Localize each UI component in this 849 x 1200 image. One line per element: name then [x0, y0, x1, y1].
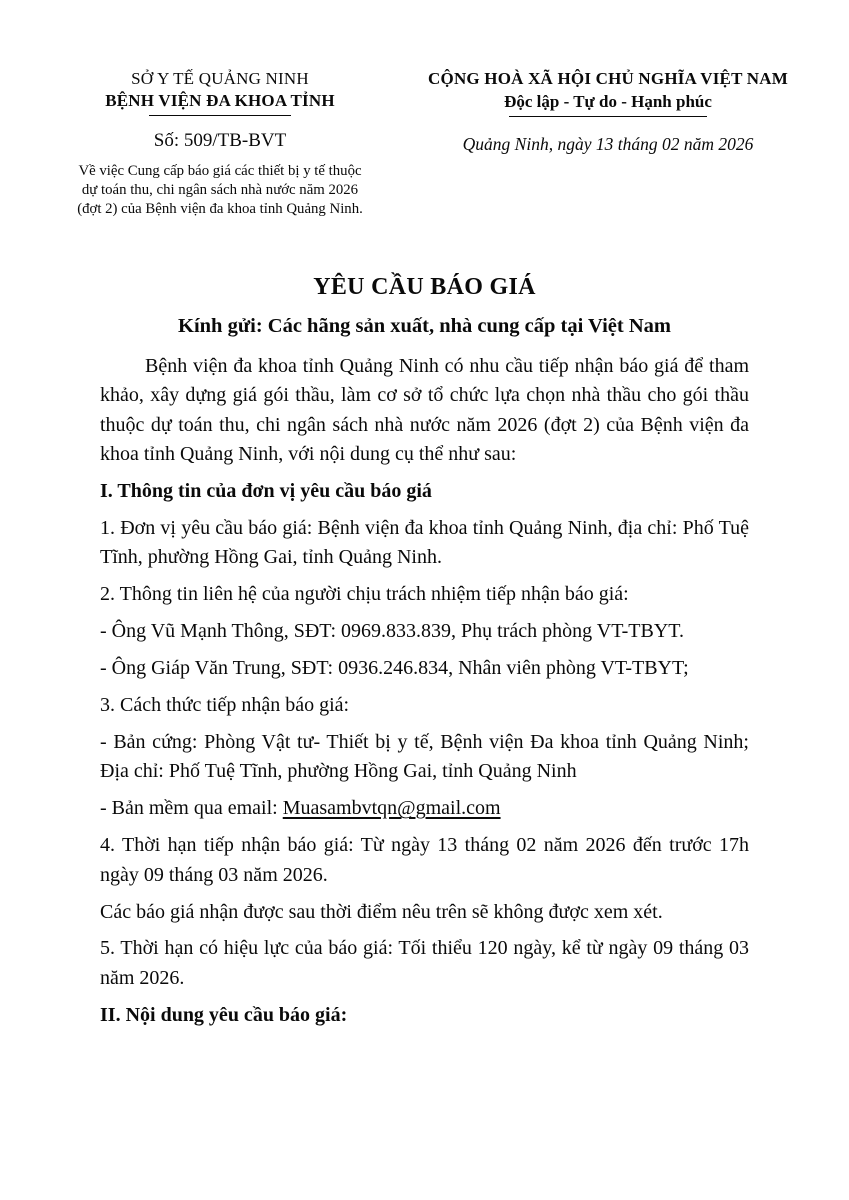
- section1-heading: I. Thông tin của đơn vị yêu cầu báo giá: [100, 480, 432, 503]
- contact-person-trung: - Ông Giáp Văn Trung, SĐT: 0936.246.834, Nhân viên phòng VT-TBYT;: [100, 657, 689, 680]
- header-right-underline: [509, 116, 707, 117]
- contact-person-thong: - Ông Vũ Mạnh Thông, SĐT: 0969.833.839, Phụ trách phòng VT-TBYT.: [100, 620, 684, 643]
- item-5-validity: 5. Thời hạn có hiệu lực của báo giá: Tối thiểu 120 ngày, kể từ ngày 09 tháng 03 năm 2026.: [100, 937, 749, 989]
- document-body: [100, 352, 749, 1038]
- section2-heading: II. Nội dung yêu cầu báo giá:: [100, 1003, 348, 1026]
- email-link[interactable]: Muasambvtqn@gmail.com: [282, 797, 501, 820]
- hardcopy-address-line: - Bản cứng: Phòng Vật tư- Thiết bị y tế, Bệnh viện Đa khoa tỉnh Quảng Ninh; Địa chỉ: Phố Tuệ Tĩnh, phường Hồng Gai, tỉnh Quảng Ninh: [100, 730, 749, 783]
- header-left-block: [50, 68, 390, 219]
- item-4-deadline: 4. Thời hạn tiếp nhận báo giá: Từ ngày 13 tháng 02 năm 2026 đến trước 17h ngày 09 tháng 03 năm 2026.: [100, 834, 749, 886]
- subject-line-1: Về việc Cung cấp báo giá các thiết bị y tế thuộc: [78, 163, 362, 179]
- subject-line-2: dự toán thu, chi ngân sách nhà nước năm 2026: [81, 182, 359, 198]
- hospital-name: BỆNH VIỆN ĐA KHOA TỈNH: [105, 91, 335, 110]
- national-title: CỘNG HOÀ XÃ HỘI CHỦ NGHĨA VIỆT NAM: [428, 69, 788, 88]
- document-subject: [50, 162, 390, 219]
- national-motto: Độc lập - Tự do - Hạnh phúc: [504, 92, 712, 111]
- subject-line-3: (đợt 2) của Bệnh viện đa khoa tỉnh Quảng Ninh.: [77, 201, 363, 217]
- intro-paragraph: Bệnh viện đa khoa tỉnh Quảng Ninh có nhu cầu tiếp nhận báo giá để tham khảo, xây dựng giá gói thầu, làm cơ sở tổ chức lựa chọn nhà thầu cho gói thầu thuộc dự toán thu, chi ngân sách nhà nước năm 2026 (đợt 2) của Bệnh viện đa khoa tỉnh Quảng Ninh, với nội dung cụ thể như sau:: [100, 355, 749, 466]
- item-3-receiving-method: 3. Cách thức tiếp nhận báo giá:: [100, 694, 350, 717]
- softcopy-label: - Bản mềm qua email:: [100, 797, 283, 820]
- item-1-requesting-unit: 1. Đơn vị yêu cầu báo giá: Bệnh viện đa khoa tỉnh Quảng Ninh, địa chỉ: Phố Tuệ Tĩnh, phường Hồng Gai, tỉnh Quảng Ninh.: [100, 517, 749, 569]
- header-right-block: [418, 68, 798, 155]
- place-and-date: Quảng Ninh, ngày 13 tháng 02 năm 2026: [462, 134, 754, 154]
- late-quotes-note: Các báo giá nhận được sau thời điểm nêu trên sẽ không được xem xét.: [100, 900, 663, 923]
- softcopy-email-line: [100, 794, 749, 823]
- item-2-contact-info: 2. Thông tin liên hệ của người chịu trách nhiệm tiếp nhận báo giá:: [100, 583, 629, 606]
- salutation-line: Kính gửi: Các hãng sản xuất, nhà cung cấp tại Việt Nam: [178, 315, 671, 337]
- document-number: Số: 509/TB-BVT: [153, 130, 287, 151]
- parent-org-name: SỞ Y TẾ QUẢNG NINH: [131, 69, 309, 88]
- header-left-underline: [149, 115, 291, 116]
- document-title: YÊU CẦU BÁO GIÁ: [313, 274, 536, 300]
